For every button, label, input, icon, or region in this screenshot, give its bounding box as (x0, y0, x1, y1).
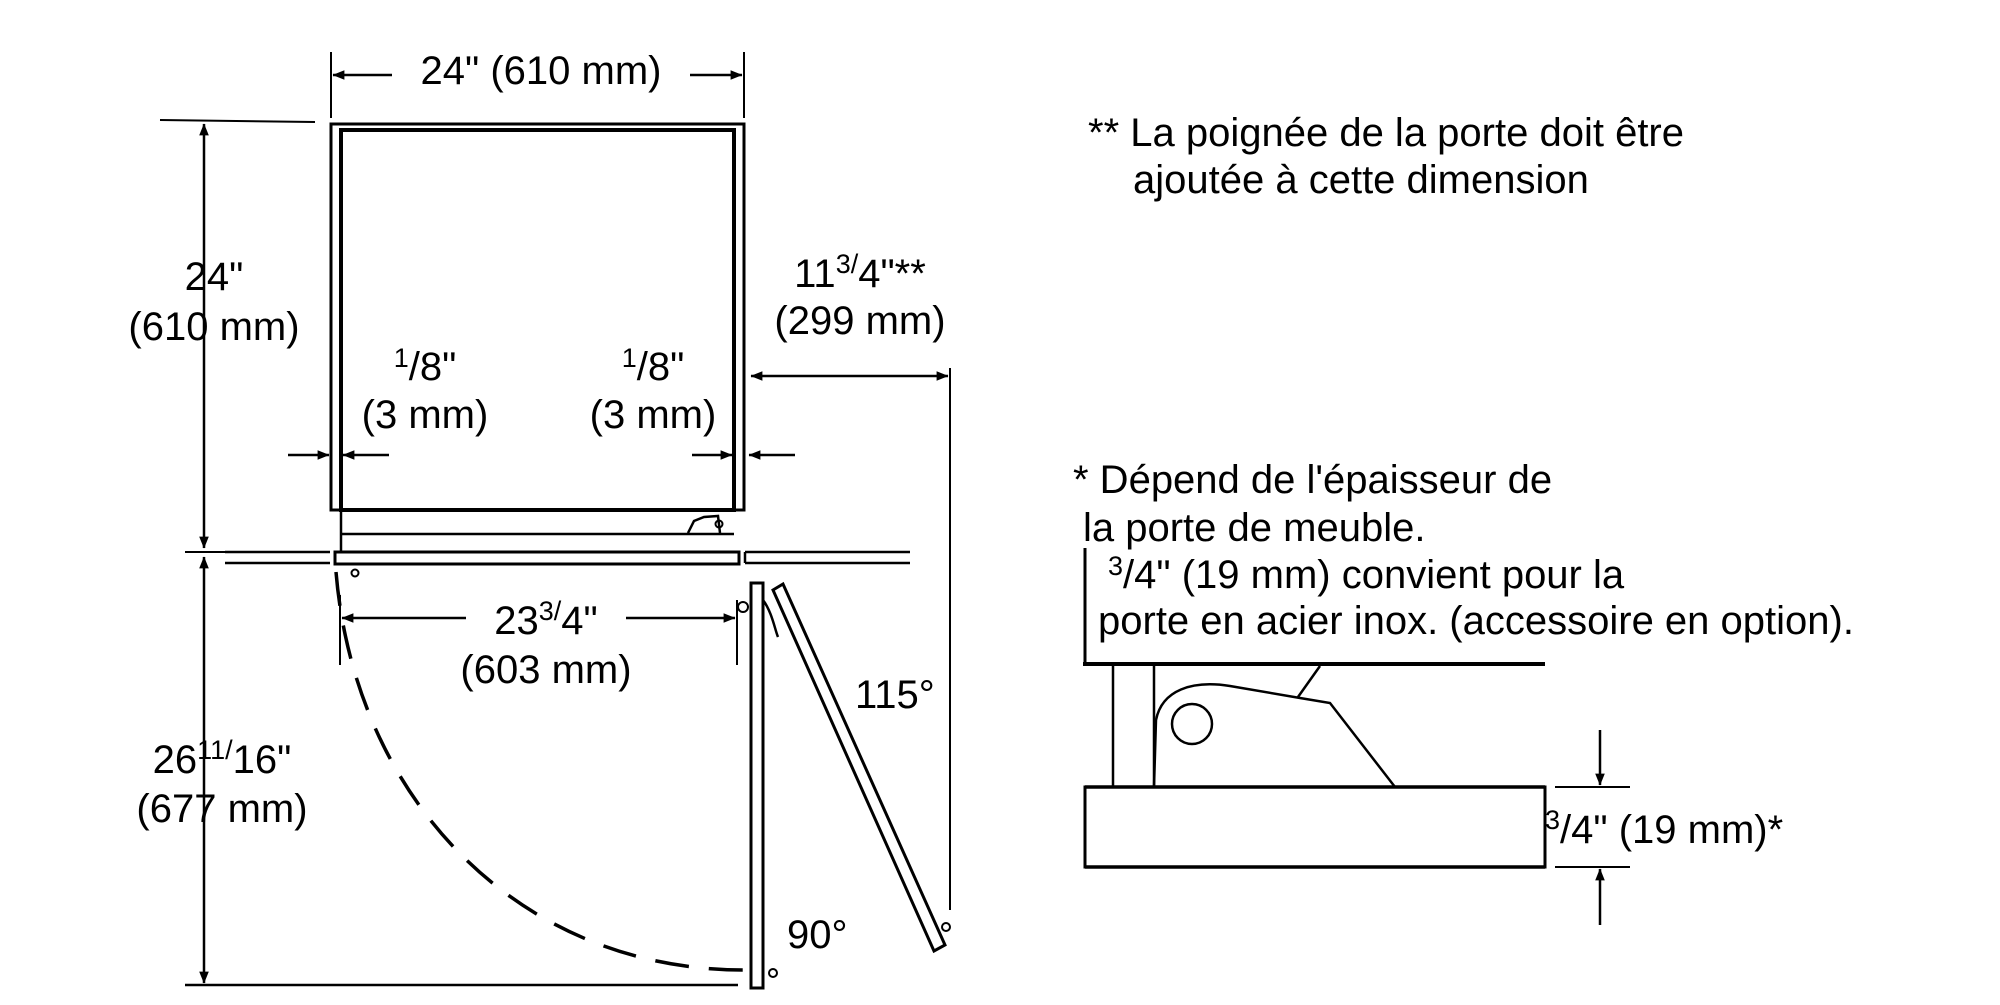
door-clearance-fraction: $11^3/4"**$ (794, 249, 926, 296)
swing-depth-fraction: $26^{11}/16$" (152, 735, 292, 782)
inner-width-mm: (603 mm) (460, 648, 632, 692)
angle-90-label: 90° (787, 913, 848, 957)
door-clearance-mm: (299 mm) (774, 299, 946, 343)
handle-note-line1: ** La poignée de la porte doit être (1088, 111, 1684, 155)
dimension-arrows (204, 75, 948, 983)
thickness-label: $^3$/4" (19 mm)* (1545, 805, 1784, 852)
swing-depth-mm: (677 mm) (136, 787, 308, 831)
height-left-in: 24" (184, 255, 244, 299)
inner-width-fraction: $23^3/4$" (494, 596, 598, 643)
panel-note-line4: porte en acier inox. (accessoire en option). (1098, 599, 1854, 643)
gap-left-fraction: $^1$/8" (393, 343, 457, 389)
gap-right-fraction: $^1$/8" (621, 343, 685, 389)
width-top-label: 24" (610 mm) (420, 49, 662, 93)
height-left-mm: (610 mm) (128, 305, 300, 349)
panel-note-line2: la porte de meuble. (1083, 506, 1426, 550)
door-swing (336, 572, 950, 988)
panel-note-line1: * Dépend de l'épaisseur de (1073, 458, 1553, 502)
gap-right-mm: (3 mm) (589, 393, 717, 437)
angle-115-label: 115° (855, 673, 935, 717)
gap-left-mm: (3 mm) (361, 393, 489, 437)
handle-note-line2: ajoutée à cette dimension (1133, 158, 1589, 202)
panel-note-line3: $^3$/4" (19 mm) convient pour la (1108, 551, 1625, 597)
